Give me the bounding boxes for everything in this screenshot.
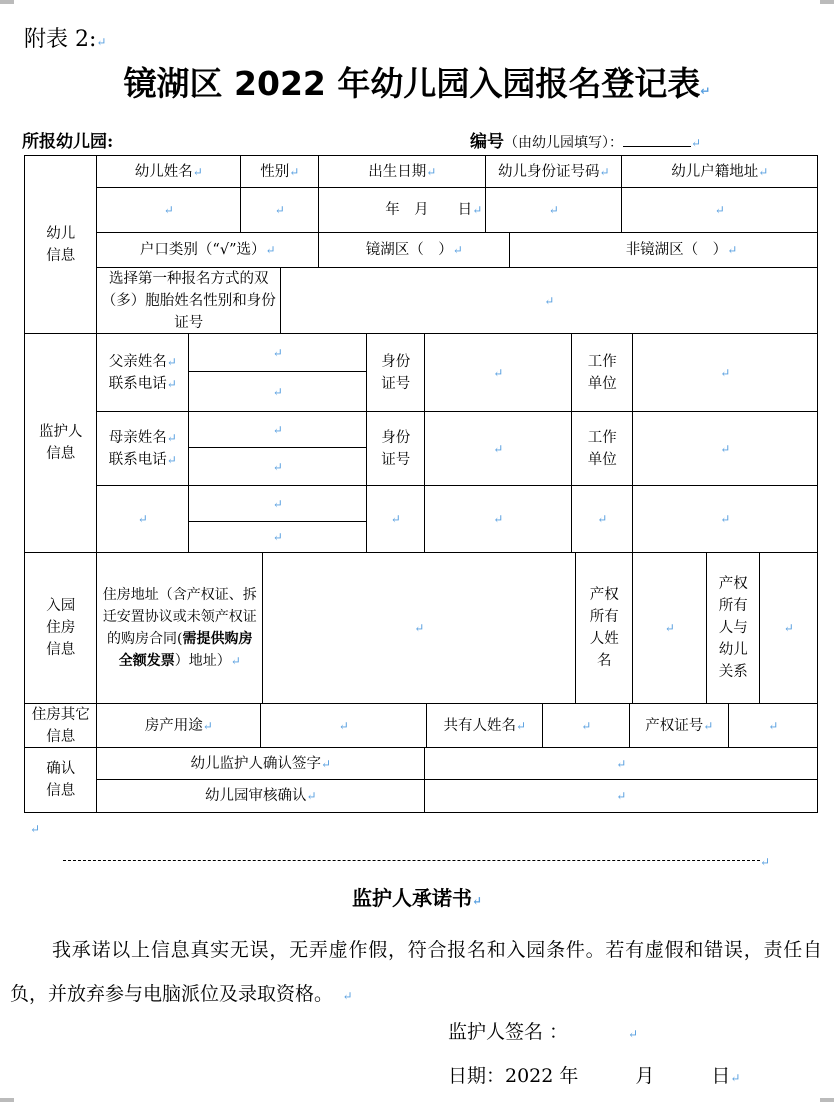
owner-relation-field[interactable] [759, 552, 818, 704]
guardian-section-label: 监护人信息 [24, 333, 97, 553]
kg-review-field[interactable] [424, 779, 818, 813]
father-work-label: 工作单位 [571, 333, 633, 412]
child-name-field[interactable] [96, 187, 241, 233]
property-use-field[interactable] [260, 703, 427, 748]
other-guardian-label-field[interactable] [96, 485, 189, 553]
page-corner [820, 1098, 834, 1102]
paragraph-mark [760, 851, 770, 870]
cert-number-field[interactable] [728, 703, 818, 748]
mother-phone-field[interactable] [188, 447, 367, 486]
birth-header: 出生日期 ↵ [318, 155, 486, 188]
father-labels: 父亲姓名 ↵ 联系电话 ↵ [96, 333, 189, 412]
pledge-title: 监护人承诺书 ↵ [0, 882, 834, 911]
child-name-header: 幼儿姓名 ↵ [96, 155, 241, 188]
kindergarten-label: 所报幼儿园: [22, 132, 114, 152]
page-corner [0, 1098, 14, 1102]
housing-section-label: 入园住房信息 [24, 552, 97, 704]
id-header: 幼儿身份证号码 ↵ [485, 155, 622, 188]
hukou-address-field[interactable] [621, 187, 818, 233]
number-field: 编号（由幼儿园填写）： ↵ [470, 127, 701, 153]
mother-id-label: 身份证号 [366, 411, 425, 486]
guardian-sign-field[interactable] [424, 747, 818, 780]
page-corner [820, 0, 834, 4]
non-jinghu-option[interactable]: 非镜湖区（ ） ↵ [509, 232, 818, 268]
id-field[interactable] [485, 187, 622, 233]
father-name-field[interactable] [188, 333, 367, 372]
father-id-field[interactable] [424, 333, 572, 412]
guardian-sign-label: 幼儿监护人确认签字 ↵ [96, 747, 425, 780]
other-guardian-work-field[interactable] [632, 485, 818, 553]
paragraph-mark [30, 818, 40, 837]
father-work-field[interactable] [632, 333, 818, 412]
owner-relation-label: 产权所有人与幼儿关系 [706, 552, 760, 704]
housing-address-field[interactable] [262, 552, 576, 704]
birth-field[interactable]: 年 月 日 ↵ [318, 187, 486, 233]
other-guardian-phone-field[interactable] [188, 521, 367, 553]
mother-id-field[interactable] [424, 411, 572, 486]
pledge-date[interactable]: 日期：2022 年 月 日 ↵ [448, 1061, 740, 1088]
hukou-type-label: 户口类别（“√”选） ↵ [96, 232, 319, 268]
kg-review-label: 幼儿园审核确认 ↵ [96, 779, 425, 813]
pledge-body: 我承诺以上信息真实无误，无弄虚作假，符合报名和入园条件。若有虚假和错误，责任自负，并放弃参与电脑派位及录取资格。 ↵ [10, 928, 822, 1018]
mother-work-field[interactable] [632, 411, 818, 486]
twins-field[interactable] [280, 267, 818, 334]
mother-name-field[interactable] [188, 411, 367, 448]
cert-number-label: 产权证号 ↵ [629, 703, 729, 748]
other-guardian-id-field[interactable] [424, 485, 572, 553]
twins-label: 选择第一种报名方式的双（多）胞胎姓名性别和身份证号 [96, 267, 281, 334]
guardian-signature-line[interactable]: 监护人签名 ： ↵ [448, 1017, 638, 1044]
father-id-label: 身份证号 [366, 333, 425, 412]
confirm-section-label: 确认信息 [24, 747, 97, 813]
mother-work-label: 工作单位 [571, 411, 633, 486]
child-section-label: 幼儿信息 [24, 155, 97, 334]
gender-header: 性别 ↵ [240, 155, 319, 188]
co-owner-label: 共有人姓名 ↵ [426, 703, 543, 748]
other-section-label: 住房其它信息 [24, 703, 97, 748]
cut-line [63, 860, 760, 861]
page-title: 镜湖区 2022 年幼儿园入园报名登记表 ↵ [0, 58, 834, 105]
housing-address-label: 住房地址（含产权证、拆迁安置协议或未领产权证的购房合同(需提供购房全额发票）地址） ↵ [96, 552, 263, 704]
other-guardian-id-label-field[interactable] [366, 485, 425, 553]
jinghu-option[interactable]: 镜湖区（ ） ↵ [318, 232, 510, 268]
annex-label: 附表 2: ↵ [24, 22, 106, 53]
gender-field[interactable] [240, 187, 319, 233]
owner-name-label: 产权所有人姓名 [575, 552, 633, 704]
hukou-address-header: 幼儿户籍地址 ↵ [621, 155, 818, 188]
other-guardian-name-field[interactable] [188, 485, 367, 522]
co-owner-field[interactable] [542, 703, 630, 748]
property-use-label: 房产用途 ↵ [96, 703, 261, 748]
father-phone-field[interactable] [188, 371, 367, 412]
owner-name-field[interactable] [632, 552, 707, 704]
page-corner [0, 0, 14, 4]
other-guardian-work-label-field[interactable] [571, 485, 633, 553]
mother-labels: 母亲姓名 ↵ 联系电话 ↵ [96, 411, 189, 486]
